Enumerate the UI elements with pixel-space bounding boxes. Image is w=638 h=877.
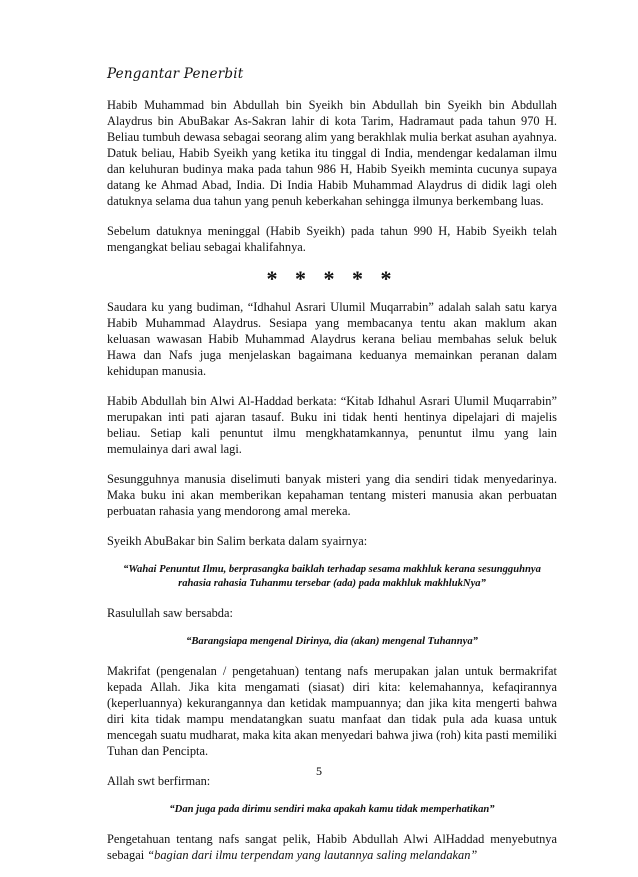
paragraph-10-text: Pengetahuan tentang nafs sangat pelik, Habib Abdullah Alwi AlHaddad menyebutnya sebagai: [107, 832, 557, 862]
paragraph-10-italic-quote: “bagian dari ilmu terpendam yang lautannya saling melandakan”: [147, 848, 478, 862]
paragraph-8: Makrifat (pengenalan / pengetahuan) tentang nafs merupakan jalan untuk bermakrifat kepada Allah. Jika kita mengamati (siasat) diri kita: kelemahannya, kefaqirannya (keperluannya) kekurangannya dan ketidak mampuannya; dan jika kita mengerti bahwa diri kita tidak mampu mendatangkan suatu manfaat dan tidak pula ada kuasa untuk mencegah suatu mudharat, maka kita akan menyedari bahwa jiwa (roh) kita pasti memiliki Tuhan dan Pencipta.: [107, 664, 557, 758]
document-page: [107, 66, 557, 877]
quote-1: “Wahai Penuntut Ilmu, berprasangka baiklah terhadap sesama makhluk kerana sesungguhnya rahasia rahasia Tuhanmu tersebar (ada) pada makhluk makhlukNya”: [123, 564, 541, 589]
paragraph-4: Habib Abdullah bin Alwi Al-Haddad berkata: “Kitab Idhahul Asrari Ulumil Muqarrabin” merupakan inti pati ajaran tasauf. Buku ini tidak henti hentinya dipelajari di majelis beliau. Setiap kali penuntut ilmu mengkhatamkannya, penuntut ilmu yang lain memulainya dari awal lagi.: [107, 394, 557, 456]
paragraph-1: Habib Muhammad bin Abdullah bin Syeikh bin Abdullah bin Syeikh bin Abdullah Alaydrus bin AbuBakar As-Sakran lahir di kota Tarim, Hadramaut pada tahun 970 H. Beliau tumbuh dewasa sebagai seorang alim yang berakhlak mulia berkat asuhan ayahnya. Datuk beliau, Habib Syeikh yang ketika itu tinggal di India, mendengar kedalaman ilmu dan keluhuran budinya maka pada tahun 986 H, Habib Syeikh meminta cucunya supaya datang ke Ahmad Abad, India. Di India Habib Muhammad Alaydrus di didik lagi oleh datuknya selama dua tahun yang penuh keberkahan sehingga ilmunya berkembang luas.: [107, 98, 557, 208]
paragraph-5: Sesungguhnya manusia diselimuti banyak misteri yang dia sendiri tidak menyedarinya. Maka buku ini akan memberikan kepahaman tentang misteri manusia akan perbuatan perbuatan rahasia yang mendorong amal mereka.: [107, 472, 557, 518]
section-divider-stars: * * * * *: [266, 266, 398, 291]
paragraph-3: Saudara ku yang budiman, “Idhahul Asrari Ulumil Muqarrabin” adalah salah satu karya Habib Muhammad Alaydrus. Sesiapa yang membacanya tentu akan maklum akan keluasan wawasan Habib Muhammad Alaydrus kerana beliau membahas seluk beluk Hawa dan Nafs juga menjelaskan bagaimana keduanya memainkan peranan dalam kehidupan manusia.: [107, 300, 557, 378]
quote-2: “Barangsiapa mengenal Dirinya, dia (akan) mengenal Tuhannya”: [186, 636, 478, 647]
section-title: Pengantar Penerbit: [107, 66, 244, 82]
paragraph-10: [107, 831, 557, 863]
paragraph-9: Allah swt berfirman:: [107, 774, 211, 788]
page-number: 5: [316, 764, 322, 778]
paragraph-6: Syeikh AbuBakar bin Salim berkata dalam syairnya:: [107, 534, 368, 548]
paragraph-7: Rasulullah saw bersabda:: [107, 606, 233, 620]
quote-3: “Dan juga pada dirimu sendiri maka apakah kamu tidak memperhatikan”: [169, 804, 495, 815]
paragraph-2: Sebelum datuknya meninggal (Habib Syeikh) pada tahun 990 H, Habib Syeikh telah mengangkat beliau sebagai khalifahnya.: [107, 224, 557, 254]
